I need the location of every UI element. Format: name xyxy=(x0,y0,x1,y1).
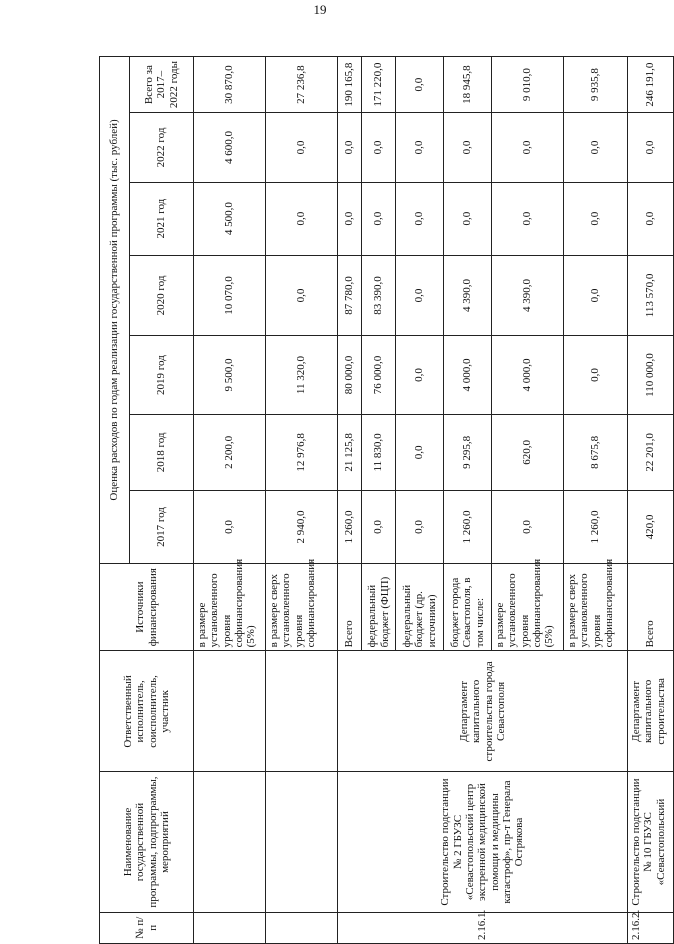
cell-value: 4 390,0 xyxy=(492,255,564,336)
cell-value: 0,0 xyxy=(396,491,444,564)
cell-value: 0,0 xyxy=(444,182,492,255)
cell-value: 110 000,0 xyxy=(628,336,674,414)
cell-value: 76 000,0 xyxy=(362,336,396,414)
cell-source: в размере установленного уровня софинансирования (5%) xyxy=(194,563,266,650)
cell-value: 2 940,0 xyxy=(266,491,338,564)
cell-value: 18 945,8 xyxy=(444,57,492,113)
cell-source: федеральный бюджет (др. источники) xyxy=(396,563,444,650)
header-estimate: Оценка расходов по годам реализации государственной программы (тыс. рублей) xyxy=(100,57,130,564)
cell-value: 10 070,0 xyxy=(194,255,266,336)
budget-table xyxy=(99,56,674,944)
cell-value: 11 830,0 xyxy=(362,414,396,490)
cell-value: 27 236,8 xyxy=(266,57,338,113)
cell-value: 0,0 xyxy=(362,113,396,183)
cell-value: 0,0 xyxy=(396,336,444,414)
table-row xyxy=(628,57,674,944)
cell-value: 0,0 xyxy=(362,491,396,564)
cell-value: 21 125,8 xyxy=(338,414,362,490)
cell-value: 246 191,0 xyxy=(628,57,674,113)
cell-value: 0,0 xyxy=(338,182,362,255)
cell-responsible xyxy=(194,651,266,772)
cell-source: бюджет города Севастополя, в том числе: xyxy=(444,563,492,650)
cell-value: 0,0 xyxy=(628,182,674,255)
header-sources: Источники финансирования xyxy=(100,563,194,650)
cell-value: 30 870,0 xyxy=(194,57,266,113)
cell-value: 9 295,8 xyxy=(444,414,492,490)
cell-value: 0,0 xyxy=(266,182,338,255)
cell-num xyxy=(266,912,338,943)
cell-source: федеральный бюджет (ФЦП) xyxy=(362,563,396,650)
cell-value: 190 165,8 xyxy=(338,57,362,113)
header-year: 2022 год xyxy=(130,113,194,183)
cell-value: 1 260,0 xyxy=(338,491,362,564)
cell-value: 0,0 xyxy=(444,113,492,183)
cell-value: 0,0 xyxy=(628,113,674,183)
cell-value: 0,0 xyxy=(396,414,444,490)
cell-num xyxy=(194,912,266,943)
cell-value: 0,0 xyxy=(396,182,444,255)
cell-value: 0,0 xyxy=(492,182,564,255)
cell-name: Строительство подстанции № 10 ГБУЗС «Севастопольский xyxy=(628,772,674,912)
cell-source: в размере сверх установленного уровня софинансирования xyxy=(564,563,628,650)
cell-source: Всего xyxy=(338,563,362,650)
cell-value: 0,0 xyxy=(396,57,444,113)
cell-value: 0,0 xyxy=(266,113,338,183)
cell-value: 0,0 xyxy=(564,113,628,183)
cell-value: 620,0 xyxy=(492,414,564,490)
table-row xyxy=(338,57,362,944)
cell-value: 87 780,0 xyxy=(338,255,362,336)
cell-value: 83 390,0 xyxy=(362,255,396,336)
cell-source: в размере установленного уровня софинансирования (5%) xyxy=(492,563,564,650)
cell-value: 0,0 xyxy=(362,182,396,255)
cell-value: 9 935,8 xyxy=(564,57,628,113)
cell-value: 0,0 xyxy=(492,491,564,564)
cell-value: 420,0 xyxy=(628,491,674,564)
cell-value: 9 010,0 xyxy=(492,57,564,113)
cell-name xyxy=(194,772,266,912)
table-row xyxy=(266,57,338,944)
header-num: № п/п xyxy=(100,912,194,943)
cell-value: 4 390,0 xyxy=(444,255,492,336)
cell-value: 8 675,8 xyxy=(564,414,628,490)
cell-responsible: Департамент капитального строительства xyxy=(628,651,674,772)
cell-value: 4 000,0 xyxy=(492,336,564,414)
page-number: 19 xyxy=(313,2,327,17)
cell-value: 171 220,0 xyxy=(362,57,396,113)
cell-value: 1 260,0 xyxy=(444,491,492,564)
header-name: Наименование государственной программы, подпрограммы, мероприятий xyxy=(100,772,194,912)
cell-num: 2.16.2. xyxy=(628,912,674,943)
cell-value: 0,0 xyxy=(396,255,444,336)
table-row xyxy=(194,57,266,944)
cell-value: 4 600,0 xyxy=(194,113,266,183)
cell-value: 0,0 xyxy=(338,113,362,183)
cell-value: 12 976,8 xyxy=(266,414,338,490)
header-responsible: Ответственный исполнитель, соисполнитель, участник xyxy=(100,651,194,772)
cell-value: 4 000,0 xyxy=(444,336,492,414)
cell-value: 22 201,0 xyxy=(628,414,674,490)
cell-value: 0,0 xyxy=(564,182,628,255)
cell-source: Всего xyxy=(628,563,674,650)
cell-name xyxy=(266,772,338,912)
header-year: 2021 год xyxy=(130,182,194,255)
cell-value: 80 000,0 xyxy=(338,336,362,414)
header-year: 2019 год xyxy=(130,336,194,414)
header-total: Всего за 2017–2022 годы xyxy=(130,57,194,113)
cell-value: 2 200,0 xyxy=(194,414,266,490)
cell-value: 0,0 xyxy=(396,113,444,183)
cell-value: 4 500,0 xyxy=(194,182,266,255)
budget-table-rotated xyxy=(99,56,667,944)
cell-value: 0,0 xyxy=(564,255,628,336)
cell-value: 1 260,0 xyxy=(564,491,628,564)
cell-responsible xyxy=(266,651,338,772)
cell-value: 0,0 xyxy=(266,255,338,336)
cell-value: 113 570,0 xyxy=(628,255,674,336)
cell-value: 11 320,0 xyxy=(266,336,338,414)
header-year: 2017 год xyxy=(130,491,194,564)
cell-value: 0,0 xyxy=(564,336,628,414)
header-year: 2020 год xyxy=(130,255,194,336)
cell-value: 9 500,0 xyxy=(194,336,266,414)
cell-value: 0,0 xyxy=(194,491,266,564)
cell-name: Строительство подстанции № 2 ГБУЗС «Севастопольский центр экстренной медицинской помощи и медицины катастроф», пр-т Генерала Острякова xyxy=(338,772,628,912)
cell-source: в размере сверх установленного уровня софинансирования xyxy=(266,563,338,650)
cell-num: 2.16.1. xyxy=(338,912,628,943)
cell-responsible: Департамент капитального строительства города Севастополя xyxy=(338,651,628,772)
header-year: 2018 год xyxy=(130,414,194,490)
cell-value: 0,0 xyxy=(492,113,564,183)
